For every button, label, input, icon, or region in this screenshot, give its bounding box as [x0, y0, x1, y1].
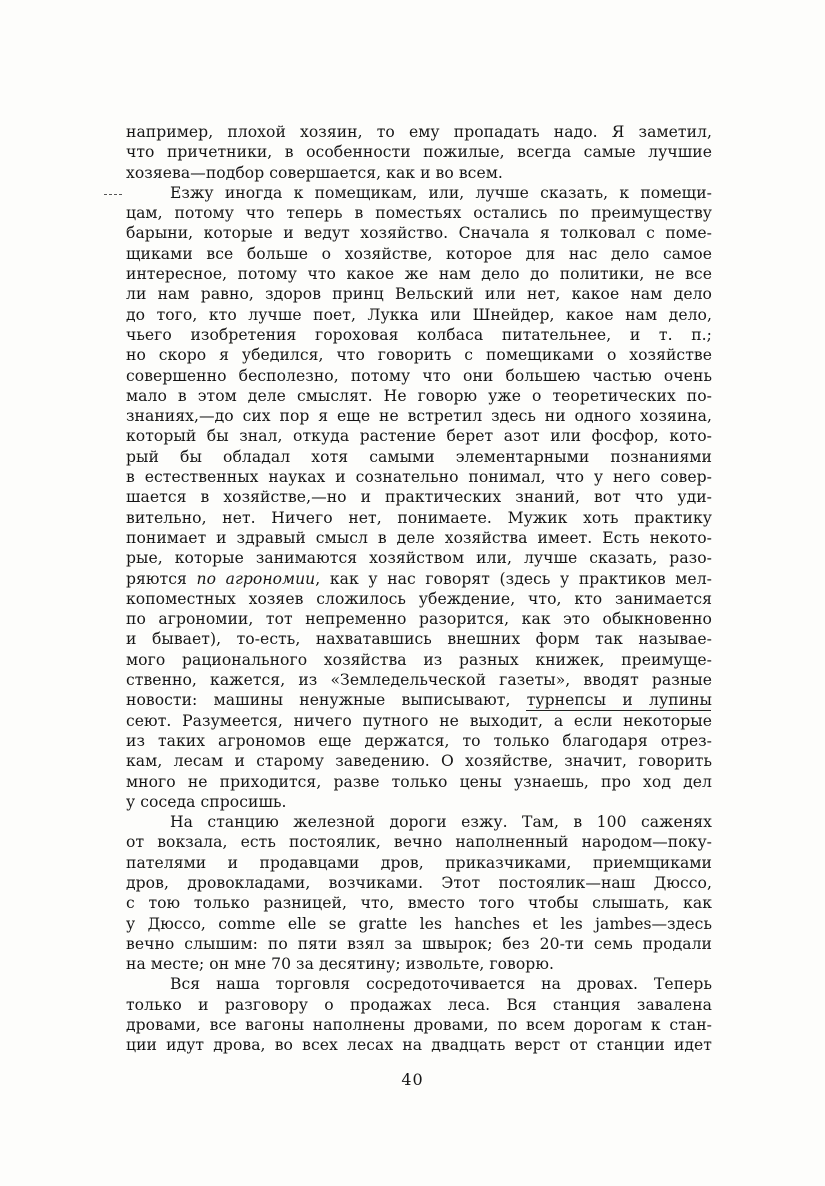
text-line: у соседа спросишь.: [126, 792, 287, 811]
text-line: с тою только разницей, что, вместо того чтобы слышать, как: [126, 894, 712, 913]
page-number: 40: [401, 1070, 424, 1089]
text-segment: ряются: [126, 569, 197, 588]
text-line: мого рационального хозяйства из разных книжек, преимуще-: [126, 650, 712, 669]
text-line: ли нам равно, здоров принц Вельский или нет, какое нам дело: [126, 285, 712, 304]
text-line: ственно, кажется, из «Земледельческой газеты», вводят разные: [126, 671, 712, 690]
text-line: шается в хозяйстве,—но и практических знаний, вот что уди-: [126, 488, 712, 507]
text-line: хозяева—подбор совершается, как и во всем.: [126, 163, 503, 182]
text-line: рый бы обладал хотя самыми элементарными познаниями: [126, 447, 712, 466]
text-line: совершенно бесполезно, потому что они большею частью очень: [126, 366, 712, 385]
text-line: цам, потому что теперь в поместьях остались по преимуществу: [126, 204, 712, 223]
text-line: по агрономии, тот непременно разорится, как это обыкновенно: [126, 610, 712, 629]
text-line: пателями и продавцами дров, приказчиками, приемщиками: [126, 853, 712, 872]
text-line: вечно слышим: по пяти взял за швырок; без 20-ти семь продали: [126, 934, 712, 953]
text-line: мало в этом деле смыслят. Не говорю уже о теоретических по-: [126, 386, 712, 405]
text-line: На станцию железной дороги езжу. Там, в 100 саженях: [170, 813, 712, 832]
text-line: у Дюссо, comme elle se gratte les hanches et les jambes—здесь: [126, 914, 712, 933]
text-line: дровами, все вагоны наполнены дровами, по всем дорогам к стан-: [126, 1016, 712, 1035]
text-line: новости: машины ненужные выписывают, турнепсы и лупины: [126, 691, 712, 710]
text-segment: , как у нас говорят (здесь у практиков мел-: [315, 569, 712, 588]
text-line: от вокзала, есть постоялик, вечно наполненный народом—поку-: [126, 833, 712, 852]
italic-phrase: по агрономии: [196, 569, 316, 588]
margin-dash-mark: [104, 194, 122, 195]
text-line: и бывает), то-есть, нахватавшись внешних форм так называе-: [126, 630, 712, 649]
text-line: щиками все больше о хозяйстве, которое для нас дело самое: [126, 244, 712, 263]
body-text: [126, 122, 712, 1056]
text-line: много не приходится, разве только цены узнаешь, про ход дел: [126, 772, 712, 791]
text-line: ции идут дрова, во всех лесах на двадцать верст от станции идет: [126, 1036, 712, 1055]
text-line: сеют. Разумеется, ничего путного не выходит, а если некоторые: [126, 711, 712, 730]
text-line: например, плохой хозяин, то ему пропадать надо. Я заметил,: [126, 123, 712, 141]
text-line: кам, лесам и старому заведению. О хозяйстве, значит, говорить: [126, 752, 712, 771]
text-line: что причетники, в особенности пожилые, всегда самые лучшие: [126, 143, 712, 162]
text-line: Езжу иногда к помещикам, или, лучше сказать, к помещи-: [170, 183, 712, 202]
text-line: знаниях,—до сих пор я еще не встретил здесь ни одного хозяина,: [126, 407, 712, 426]
text-line-with-italic: [126, 569, 712, 589]
text-line: рые, которые занимаются хозяйством или, лучше сказать, разо-: [126, 549, 712, 568]
text-line: но скоро я убедился, что говорить с помещиками о хозяйстве: [126, 346, 712, 365]
text-line: вительно, нет. Ничего нет, понимаете. Мужик хоть практику: [126, 508, 712, 527]
text-line: только и разговору о продажах леса. Вся станция завалена: [126, 995, 712, 1014]
text-line: барыни, которые и ведут хозяйство. Сначала я толковал с поме-: [126, 224, 712, 243]
text-line: в естественных науках и сознательно понимал, что у него совер-: [126, 468, 712, 487]
text-line: дров, дровокладами, возчиками. Этот постоялик—наш Дюссо,: [126, 873, 712, 892]
text-line: копоместных хозяев сложилось убеждение, что, кто занимается: [126, 589, 712, 608]
text-line: чьего изобретения гороховая колбаса питательнее, и т. п.;: [126, 325, 712, 344]
text-line: который бы знал, откуда растение берет азот или фосфор, кото-: [126, 427, 712, 446]
text-line: до того, кто лучше поет, Лукка или Шнейдер, какое нам дело,: [126, 305, 712, 324]
text-line: интересное, потому что какое же нам дело до политики, не все: [126, 265, 712, 284]
text-line: понимает и здравый смысл в деле хозяйства имеет. Есть некото-: [126, 528, 712, 547]
text-line: на месте; он мне 70 за десятину; извольте, говорю.: [126, 955, 554, 974]
text-line: Вся наша торговля сосредоточивается на дровах. Теперь: [170, 975, 712, 994]
text-line: из таких агрономов еще держатся, то только благодаря отрез-: [126, 731, 712, 750]
